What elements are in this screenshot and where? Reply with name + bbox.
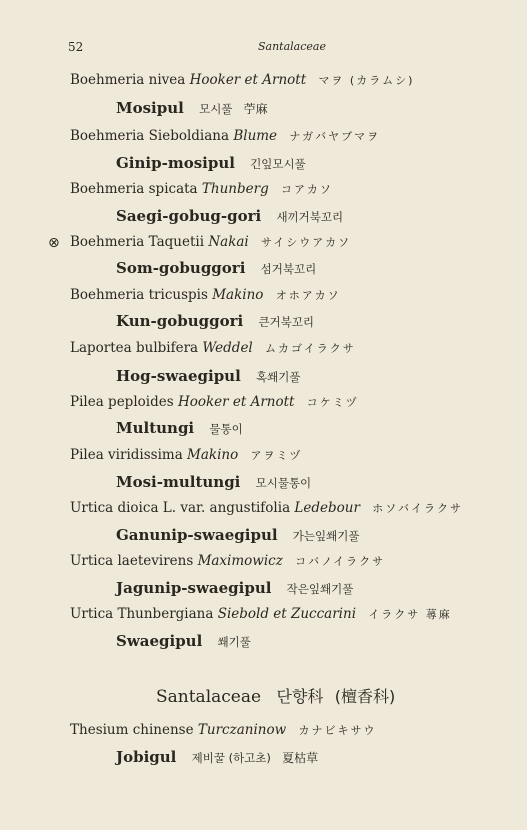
hangul-name: 모시물통이 — [255, 476, 312, 490]
japanese-name: オホアカソ — [275, 289, 341, 302]
hangul-name: 큰거북꼬리 — [258, 315, 314, 329]
species-name: Boehmeria tricuspis — [70, 287, 208, 303]
romanized-name: Som-gobuggori — [116, 259, 246, 277]
romanized-name: Mosipul — [116, 99, 184, 117]
author-name: Thunberg — [201, 181, 269, 197]
romanized-name: Swaegipul — [116, 632, 203, 650]
hangul-name: 긴잎모시풀 — [250, 157, 306, 171]
author-name: Maximowicz — [197, 553, 283, 569]
author-name: Weddel — [202, 340, 253, 356]
scientific-name-line — [70, 553, 385, 569]
species-name: Boehmeria Sieboldiana — [70, 128, 230, 144]
japanese-name: カナビキサウ — [298, 724, 377, 737]
hangul-name: 제비꿀 (하고초) — [191, 751, 271, 765]
species-name: Laportea bulbifera — [70, 340, 199, 356]
japanese-name: コバノイラクサ — [295, 555, 386, 568]
romanized-name: Jobigul — [116, 748, 177, 766]
romanized-name: Jagunip-swaegipul — [116, 579, 272, 597]
author-name: Blume — [233, 128, 278, 144]
hanja-name: 夏枯草 — [282, 751, 319, 765]
korean-name-line — [116, 632, 251, 650]
scientific-name-line — [70, 287, 341, 303]
family-korean-name: 단향科 — [276, 687, 324, 706]
hangul-name: 섬거북꼬리 — [260, 262, 317, 276]
species-name: Urtica Thunbergiana — [70, 606, 214, 622]
species-name: Urtica dioica L. var. angustifolia — [70, 500, 291, 516]
hanja-name: 苧麻 — [243, 102, 268, 116]
author-name: Hooker et Arnott — [189, 72, 307, 88]
romanized-name: Kun-gobuggori — [116, 312, 244, 330]
scientific-name-line — [70, 72, 414, 88]
author-name: Hooker et Arnott — [177, 394, 295, 410]
japanese-name: イラクサ 蕁麻 — [368, 608, 452, 621]
korean-name-line — [116, 154, 306, 172]
japanese-name: コアカソ — [281, 183, 333, 196]
korean-name-line — [116, 99, 268, 117]
circled-cross-marker: ⊗ — [48, 235, 60, 251]
scientific-name-line — [70, 500, 463, 516]
species-name: Thesium chinense — [70, 722, 194, 738]
hangul-name: 가는잎쐐기풀 — [292, 529, 360, 543]
species-name: Urtica laetevirens — [70, 553, 194, 569]
romanized-name: Multungi — [116, 419, 195, 437]
scientific-name-line — [70, 722, 376, 738]
author-name: Makino — [187, 447, 239, 463]
scientific-name-line — [70, 128, 380, 144]
species-name: Pilea viridissima — [70, 447, 183, 463]
scientific-name-line — [70, 181, 333, 197]
korean-name-line — [116, 526, 359, 544]
author-name: Nakai — [208, 234, 249, 250]
korean-name-line — [116, 748, 318, 766]
korean-name-line — [116, 259, 316, 277]
hangul-name: 새끼거북꼬리 — [276, 210, 344, 224]
romanized-name: Ginip-mosipul — [116, 154, 235, 172]
hangul-name: 모시풀 — [199, 102, 233, 116]
korean-name-line — [116, 419, 243, 437]
hangul-name: 혹쐐기풀 — [256, 370, 301, 384]
author-name: Ledebour — [294, 500, 360, 516]
hangul-name: 물통이 — [209, 422, 243, 436]
romanized-name: Ganunip-swaegipul — [116, 526, 278, 544]
hangul-name: 작은잎쐐기풀 — [286, 582, 354, 596]
korean-name-line — [116, 207, 343, 225]
korean-name-line — [116, 312, 314, 330]
japanese-name: ムカゴイラクサ — [265, 342, 356, 355]
romanized-name: Mosi-multungi — [116, 473, 241, 491]
japanese-name: コケミヅ — [306, 396, 359, 409]
scientific-name-line — [70, 394, 359, 410]
korean-name-line — [116, 473, 311, 491]
scientific-name-line — [48, 234, 352, 251]
family-hanja-name: (檀香科) — [334, 687, 396, 706]
running-title: Santalaceae — [258, 40, 326, 53]
romanized-name: Hog-swaegipul — [116, 367, 241, 385]
romanized-name: Saegi-gobug-gori — [116, 207, 262, 225]
author-name: Siebold et Zuccarini — [217, 606, 357, 622]
scientific-name-line — [70, 606, 452, 622]
scientific-name-line — [70, 447, 303, 463]
author-name: Makino — [212, 287, 264, 303]
species-name: Boehmeria spicata — [70, 181, 198, 197]
korean-name-line — [116, 579, 353, 597]
japanese-name: ホソバイラクサ — [372, 502, 464, 515]
species-name: Boehmeria Taquetii — [70, 234, 205, 250]
japanese-name: マヲ (カラムシ) — [318, 74, 415, 87]
species-name: Boehmeria nivea — [70, 72, 186, 88]
japanese-name: ナガバヤブマヲ — [289, 130, 381, 143]
species-name: Pilea peploides — [70, 394, 174, 410]
japanese-name: サイシウアカソ — [261, 236, 352, 249]
family-heading — [156, 684, 395, 707]
hangul-name: 쐐기풀 — [217, 635, 251, 649]
korean-name-line — [116, 367, 300, 385]
author-name: Turczaninow — [197, 722, 287, 738]
japanese-name: アヲミヅ — [250, 449, 303, 462]
page-number: 52 — [68, 40, 84, 54]
family-name: Santalaceae — [156, 687, 262, 707]
scientific-name-line — [70, 340, 356, 356]
